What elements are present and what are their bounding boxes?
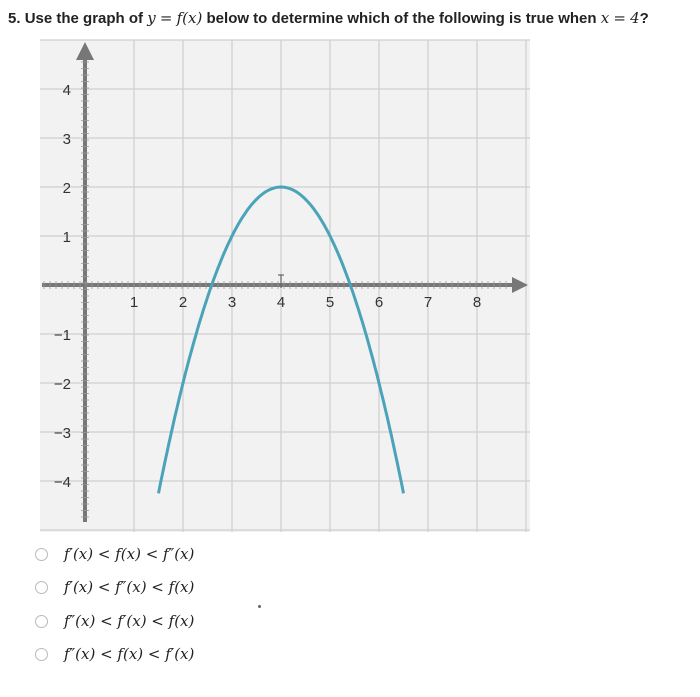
y-tick-label: 2 (62, 180, 71, 197)
y-variable: y (147, 9, 156, 27)
y-tick-label: 4 (62, 82, 71, 99)
x-tick-label: 2 (178, 294, 188, 311)
question-mark: ? (639, 10, 649, 27)
answer-option-4[interactable] (35, 642, 295, 666)
question-text-before: Use the graph of (24, 10, 144, 27)
radio-button[interactable] (35, 548, 48, 561)
question-text-middle: below to determine which of the following is true when (206, 10, 597, 27)
y-axis-arrow (76, 42, 94, 60)
x-tick-label: 3 (227, 294, 237, 311)
x-tick-label: 5 (325, 294, 335, 311)
x-variable: x (600, 9, 610, 27)
x-tick-label: 7 (423, 294, 433, 311)
radio-button[interactable] (35, 581, 48, 594)
answer-option-2[interactable] (35, 575, 295, 599)
answer-option-label: f′(x) < f″(x) < f(x) (64, 578, 195, 596)
answer-option-label: f″(x) < f(x) < f′(x) (64, 645, 195, 663)
answer-option-label: f″(x) < f′(x) < f(x) (64, 612, 195, 630)
equals-sign: = (159, 9, 173, 27)
answer-option-1[interactable] (35, 542, 295, 566)
equals-sign-2: = (613, 9, 626, 27)
y-tick-label: 1 (62, 229, 71, 246)
radio-button[interactable] (35, 615, 48, 628)
x-tick-label: 1 (129, 294, 139, 311)
answer-option-3[interactable] (35, 609, 295, 633)
x-tick-label: 6 (374, 294, 384, 311)
y-tick-label: −1 (53, 327, 71, 344)
x-value: 4 (630, 9, 640, 27)
axes (42, 42, 528, 522)
x-tick-label: 8 (472, 294, 482, 311)
y-tick-label: −2 (53, 376, 71, 393)
y-tick-label: −3 (53, 425, 71, 442)
y-tick-label: 3 (62, 131, 71, 148)
function-name: f(x) (176, 9, 203, 27)
radio-button[interactable] (35, 648, 48, 661)
question-number: 5. (8, 10, 21, 27)
x-tick-label: 4 (276, 294, 286, 311)
answer-option-label: f′(x) < f(x) < f″(x) (64, 545, 195, 563)
y-tick-label: −4 (53, 474, 71, 491)
stray-dot (258, 605, 261, 608)
